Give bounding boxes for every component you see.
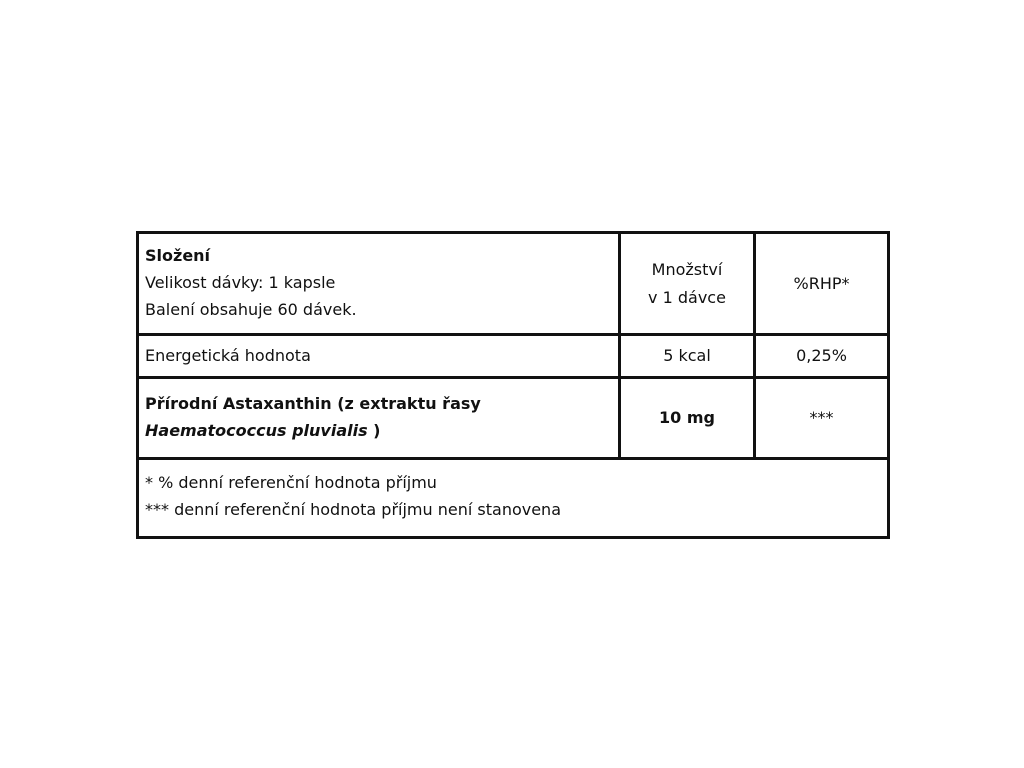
- footnotes-cell: [138, 459, 889, 538]
- ingredient-name-cell: [138, 378, 620, 459]
- nutrient-amount-cell: [620, 335, 755, 378]
- amount-header-line1: Množství: [651, 260, 723, 280]
- ingredient-name-suffix: ): [367, 421, 381, 441]
- nutrient-rhp: 0,25%: [796, 346, 847, 366]
- serving-size: Velikost dávky: 1 kapsle: [145, 273, 336, 293]
- ingredient-name: Přírodní Astaxanthin (z extraktu řasy: [145, 394, 481, 413]
- rhp-header-label: %RHP*: [793, 273, 850, 293]
- ingredient-amount: 10 mg: [659, 408, 715, 428]
- nutrient-name-cell: [138, 335, 620, 378]
- servings-per-pack: Balení obsahuje 60 dávek.: [145, 300, 357, 320]
- ingredient-amount-cell: [620, 378, 755, 459]
- amount-header-line2: v 1 dávce: [648, 287, 726, 307]
- rhp-header-cell: [755, 233, 889, 335]
- table-row: [138, 378, 889, 459]
- nutrient-name: Energetická hodnota: [145, 346, 311, 365]
- ingredient-rhp-cell: [755, 378, 889, 459]
- ingredient-latin-name: Haematococcus pluvialis: [145, 421, 368, 441]
- nutrient-amount: 5 kcal: [663, 346, 711, 366]
- nutrient-rhp-cell: [755, 335, 889, 378]
- footnotes-row: [138, 459, 889, 538]
- footnote-rhp: * % denní referenční hodnota příjmu: [145, 473, 437, 492]
- table-row: [138, 335, 889, 378]
- nutrition-table: [136, 231, 890, 539]
- composition-title: Složení: [145, 246, 211, 265]
- composition-header-cell: [138, 233, 620, 335]
- footnote-not-set: *** denní referenční hodnota příjmu není stanovena: [145, 500, 561, 520]
- table-header-row: [138, 233, 889, 335]
- ingredient-rhp: ***: [809, 408, 834, 428]
- amount-header-cell: [620, 233, 755, 335]
